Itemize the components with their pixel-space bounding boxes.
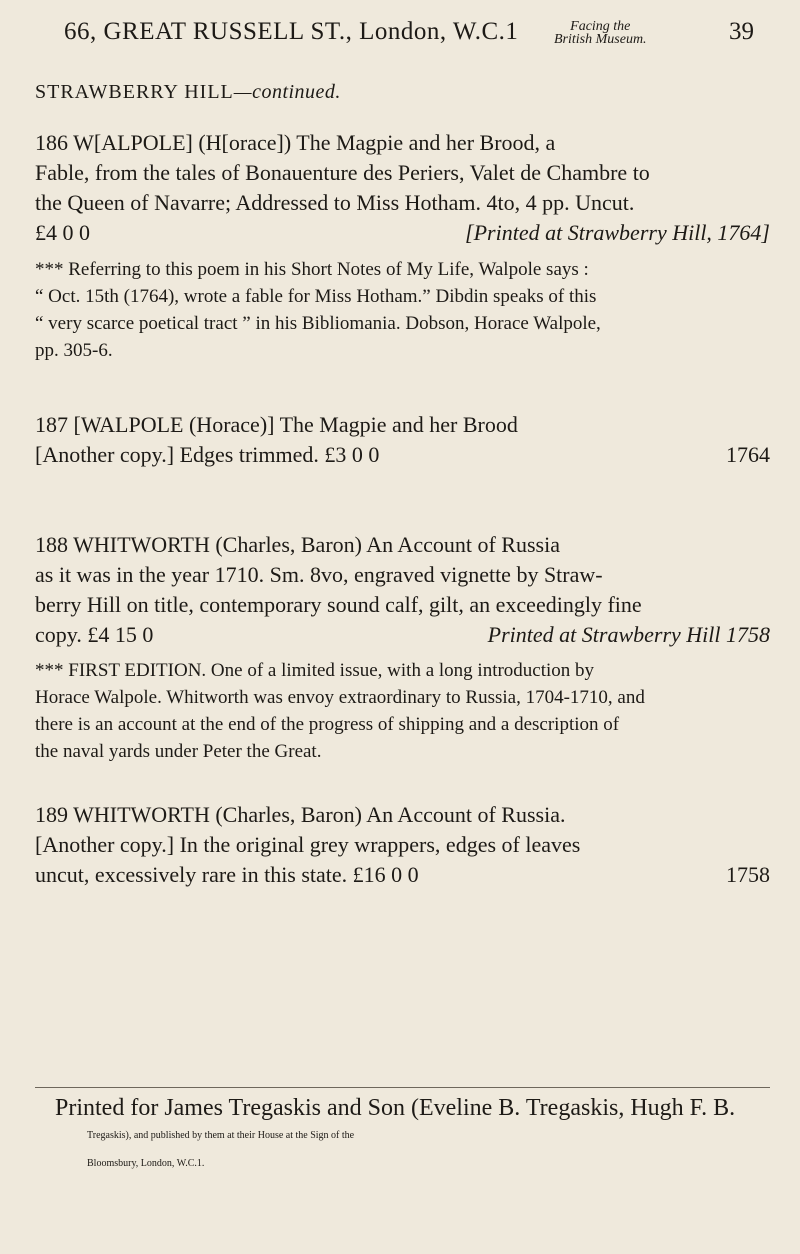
catalogue-entry-189 [35,800,770,890]
entry-price-line [35,620,770,650]
imprint-line: Printed for James Tregaskis and Son (Eveline B. Tregaskis, Hugh F. B. [55,1095,736,1121]
note-line: *** Referring to this poem in his Short Notes of My Life, Walpole says : [35,259,589,280]
entry-line: 187 [WALPOLE (Horace)] The Magpie and her Brood [35,412,518,437]
note-line: “ very scarce poetical tract ” in his Bibliomania. Dobson, Horace Walpole, [35,313,601,334]
note-line: there is an account at the end of the progress of shipping and a description of [35,714,620,735]
entry-line: 186 W[ALPOLE] (H[orace]) The Magpie and her Brood, a [35,130,556,155]
entry-line: 189 WHITWORTH (Charles, Baron) An Account of Russia. [35,802,566,827]
entry-price: £4 0 0 [35,220,90,245]
page-number: 39 [729,18,754,45]
entry-imprint: Printed at Strawberry Hill 1758 [487,622,770,647]
publisher-address: 66, GREAT RUSSELL ST., London, W.C.1 [64,18,519,45]
facing-note [554,20,647,46]
entry-note-188 [35,657,770,765]
entry-price-line [35,860,770,890]
catalogue-entry-187 [35,410,770,470]
entry-note-186 [35,256,770,364]
page-header [64,18,754,58]
section-heading [35,81,341,104]
entry-line: Fable, from the tales of Bonauenture des Periers, Valet de Chambre to [35,160,650,185]
section-continued: —continued. [233,81,341,103]
facing-line-1: Facing the [570,19,631,34]
entry-price-line [35,218,770,248]
note-line: *** FIRST EDITION. One of a limited issue, with a long introduction by [35,660,595,681]
section-title: STRAWBERRY HILL [35,81,234,103]
entry-line: 188 WHITWORTH (Charles, Baron) An Account of Russia [35,532,560,557]
imprint-line: Tregaskis), and published by them at their House at the Sign of the [87,1130,355,1141]
entry-line: berry Hill on title, contemporary sound calf, gilt, an exceedingly fine [35,592,642,617]
entry-line: as it was in the year 1710. Sm. 8vo, engraved vignette by Straw- [35,562,603,587]
entry-date: 1758 [726,862,770,887]
entry-price: [Another copy.] Edges trimmed. £3 0 0 [35,442,380,467]
facing-line-2: British Museum. [554,32,647,47]
note-line: pp. 305-6. [35,340,113,361]
entry-price: copy. £4 15 0 [35,622,154,647]
catalogue-entry-188 [35,530,770,650]
entry-price: uncut, excessively rare in this state. £16 0 0 [35,862,419,887]
entry-price-line [35,440,770,470]
entry-line: the Queen of Navarre; Addressed to Miss Hotham. 4to, 4 pp. Uncut. [35,190,635,215]
imprint-line: Bloomsbury, London, W.C.1. [87,1158,205,1169]
entry-imprint: [Printed at Strawberry Hill, 1764] [465,220,770,245]
printer-imprint [55,1094,780,1178]
note-line: Horace Walpole. Whitworth was envoy extraordinary to Russia, 1704-1710, and [35,687,645,708]
footer-rule [35,1087,770,1088]
note-line: the naval yards under Peter the Great. [35,741,322,762]
note-line: “ Oct. 15th (1764), wrote a fable for Miss Hotham.” Dibdin speaks of this [35,286,597,307]
entry-line: [Another copy.] In the original grey wrappers, edges of leaves [35,832,581,857]
entry-date: 1764 [726,442,770,467]
catalogue-entry-186 [35,128,770,248]
